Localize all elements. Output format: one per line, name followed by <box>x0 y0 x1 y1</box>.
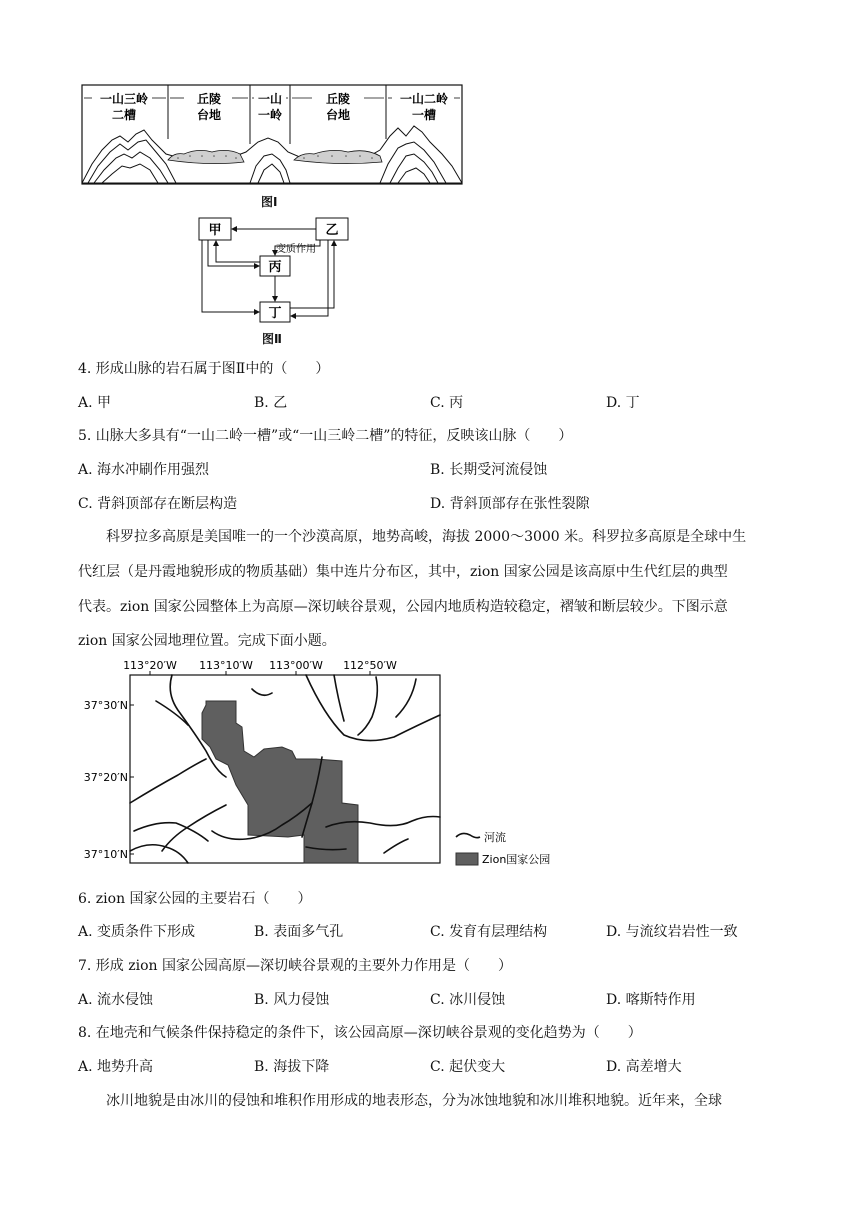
legend-river-icon <box>456 833 480 837</box>
q7-option-a[interactable]: A. 流水侵蚀 <box>78 992 154 1008</box>
passage-colorado-line-1: 科罗拉多高原是美国唯一的一个沙漠高原，地势高峻，海拔 2000～3000 米。科罗拉多高原是全球中生 <box>106 529 747 545</box>
question-6-stem: 6. zion 国家公园的主要岩石（ ） <box>78 891 312 907</box>
lat-label-2: 37°20′N <box>83 771 128 784</box>
fig1-label-9: 一山二岭 <box>399 92 449 106</box>
fig1-label-2: 二槽 <box>111 108 137 122</box>
q7-option-d[interactable]: D. 喀斯特作用 <box>606 992 696 1008</box>
fig1-label-4: 台地 <box>196 108 222 122</box>
legend-park-label: Zion国家公园 <box>482 853 551 866</box>
figure-1-caption: 图Ⅰ <box>261 195 278 209</box>
node-jia: 甲 <box>208 223 222 238</box>
figure-2-caption: 图Ⅱ <box>262 332 282 346</box>
zion-location-map <box>76 655 576 867</box>
lat-label-1: 37°30′N <box>83 699 128 712</box>
q4-option-c[interactable]: C. 丙 <box>430 395 464 411</box>
fig1-label-1: 一山三岭 <box>99 92 149 106</box>
q4-option-b[interactable]: B. 乙 <box>254 395 288 411</box>
node-ding: 丁 <box>268 306 282 321</box>
legend-park-icon <box>456 853 478 865</box>
fig1-label-7: 丘陵 <box>325 92 351 106</box>
q6-option-a[interactable]: A. 变质条件下形成 <box>78 924 196 940</box>
figure-1-profile <box>80 84 464 188</box>
q8-option-c[interactable]: C. 起伏变大 <box>430 1059 506 1075</box>
q4-option-a[interactable]: A. 甲 <box>78 395 112 411</box>
q8-option-d[interactable]: D. 高差增大 <box>606 1059 682 1075</box>
question-5-stem: 5. 山脉大多具有“一山二岭一槽”或“一山三岭二槽”的特征，反映该山脉（ ） <box>78 428 573 444</box>
passage-colorado-line-3: 代表。zion 国家公园整体上为高原—深切峡谷景观，公园内地质构造较稳定，褶皱和断层较少。下图示意 <box>78 599 728 615</box>
q5-option-a[interactable]: A. 海水冲刷作用强烈 <box>78 462 210 478</box>
lon-label-3: 113°00′W <box>269 659 323 672</box>
passage-colorado-line-2: 代红层（是丹霞地貌形成的物质基础）集中连片分布区，其中，zion 国家公园是该高原中生代红层的典型 <box>78 564 728 580</box>
q5-option-d[interactable]: D. 背斜顶部存在张性裂隙 <box>430 496 590 512</box>
passage-glacier-line-1: 冰川地貌是由冰川的侵蚀和堆积作用形成的地表形态，分为冰蚀地貌和冰川堆积地貌。近年来，全球 <box>106 1093 722 1109</box>
fig1-label-8: 台地 <box>325 108 351 122</box>
q4-option-d[interactable]: D. 丁 <box>606 395 640 411</box>
q6-option-d[interactable]: D. 与流纹岩岩性一致 <box>606 924 738 940</box>
lon-label-1: 113°20′W <box>123 659 177 672</box>
q5-option-c[interactable]: C. 背斜顶部存在断层构造 <box>78 496 238 512</box>
q7-option-b[interactable]: B. 风力侵蚀 <box>254 992 330 1008</box>
fig1-label-10: 一槽 <box>411 108 437 122</box>
lon-label-4: 112°50′W <box>343 659 397 672</box>
q8-option-b[interactable]: B. 海拔下降 <box>254 1059 330 1075</box>
lon-label-2: 113°10′W <box>199 659 253 672</box>
q7-option-c[interactable]: C. 冰川侵蚀 <box>430 992 506 1008</box>
node-yi: 乙 <box>325 223 339 238</box>
question-7-stem: 7. 形成 zion 国家公园高原—深切峡谷景观的主要外力作用是（ ） <box>78 958 513 974</box>
figure-2-rock-cycle <box>196 212 356 326</box>
node-bing: 丙 <box>268 260 282 275</box>
fig1-label-6: 一岭 <box>257 108 283 122</box>
fig1-label-3: 丘陵 <box>196 92 222 106</box>
question-4-stem: 4. 形成山脉的岩石属于图Ⅱ中的（ ） <box>78 361 330 377</box>
lat-label-3: 37°10′N <box>83 848 128 861</box>
passage-colorado-line-4: zion 国家公园地理位置。完成下面小题。 <box>78 633 336 649</box>
q6-option-c[interactable]: C. 发育有层理结构 <box>430 924 548 940</box>
edge-label-metamorphism: 变质作用 <box>276 244 316 255</box>
q5-option-b[interactable]: B. 长期受河流侵蚀 <box>430 462 548 478</box>
q8-option-a[interactable]: A. 地势升高 <box>78 1059 154 1075</box>
legend-river-label: 河流 <box>484 831 506 844</box>
fig1-label-5: 一山 <box>257 92 283 106</box>
question-8-stem: 8. 在地壳和气候条件保持稳定的条件下，该公园高原—深切峡谷景观的变化趋势为（ ） <box>78 1025 642 1041</box>
q6-option-b[interactable]: B. 表面多气孔 <box>254 924 344 940</box>
